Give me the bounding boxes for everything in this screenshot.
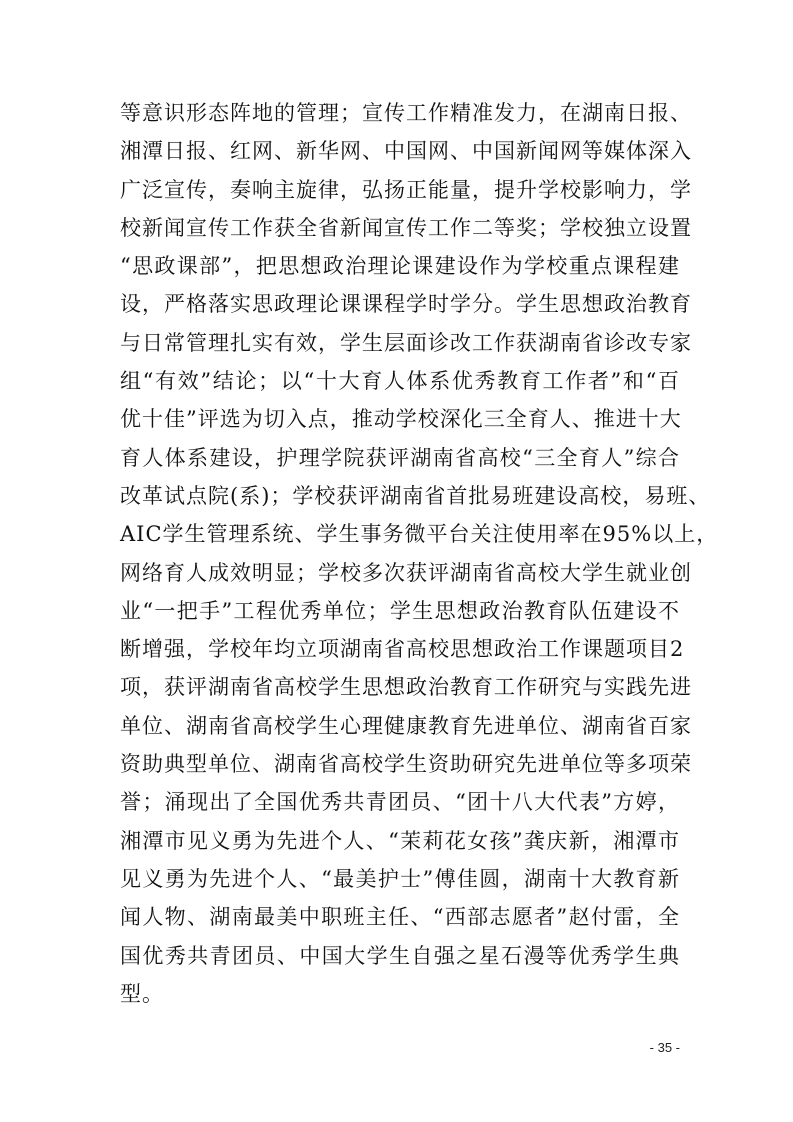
text-line: 组“有效”结论；以“十大育人体系优秀教育工作者”和“百 [120, 369, 680, 394]
text-line: “思政课部”，把思想政治理论课建设作为学校重点课程建 [120, 254, 680, 279]
text-line: 项，获评湖南省高校学生思想政治教育工作研究与实践先进 [120, 675, 692, 700]
text-line: 闻人物、湖南最美中职班主任、“西部志愿者”赵付雷，全 [120, 905, 680, 930]
text-line: 优十佳”评选为切入点，推动学校深化三全育人、推进十大 [120, 407, 682, 432]
text-line: 断增强，学校年均立项湖南省高校思想政治工作课题项目2 [120, 637, 685, 662]
text-line: 见义勇为先进个人、“最美护士”傅佳圆，湖南十大教育新 [120, 866, 680, 891]
text-line: 誉；涌现出了全国优秀共青团员、“团十八大代表”方婷， [120, 790, 680, 815]
text-line: 校新闻宣传工作获全省新闻宣传工作二等奖；学校独立设置 [120, 215, 692, 240]
text-line: 资助典型单位、湖南省高校学生资助研究先进单位等多项荣 [120, 752, 692, 777]
text-line: 国优秀共青团员、中国大学生自强之星石漫等优秀学生典 [120, 943, 680, 968]
text-line: 单位、湖南省高校学生心理健康教育先进单位、湖南省百家 [120, 713, 692, 738]
text-line: 网络育人成效明显；学校多次获评湖南省高校大学生就业创 [120, 560, 692, 585]
text-line: 业“一把手”工程优秀单位；学生思想政治教育队伍建设不 [120, 598, 680, 623]
text-line: 与日常管理扎实有效，学生层面诊改工作获湖南省诊改专家 [120, 330, 692, 355]
text-line: 等意识形态阵地的管理；宣传工作精准发力，在湖南日报、 [120, 101, 692, 125]
text-line: 改革试点院(系)；学校获评湖南省首批易班建设高校，易班、 [120, 483, 711, 508]
text-line: 湘潭市见义勇为先进个人、“茉莉花女孩”龚庆新，湘潭市 [120, 828, 680, 853]
text-line-last: 型。 [120, 981, 164, 1006]
text-line: 湘潭日报、红网、新华网、中国网、中国新闻网等媒体深入 [120, 139, 692, 164]
body-paragraph [120, 94, 719, 1013]
page-number: - 35 - [649, 1040, 680, 1055]
text-line: 广泛宣传，奏响主旋律，弘扬正能量，提升学校影响力，学 [120, 177, 692, 202]
text-line: 设，严格落实思政理论课课程学时学分。学生思想政治教育 [120, 292, 692, 317]
text-line: 育人体系建设，护理学院获评湖南省高校“三全育人”综合 [120, 445, 680, 470]
text-line: AIC学生管理系统、学生事务微平台关注使用率在95%以上， [120, 522, 719, 547]
